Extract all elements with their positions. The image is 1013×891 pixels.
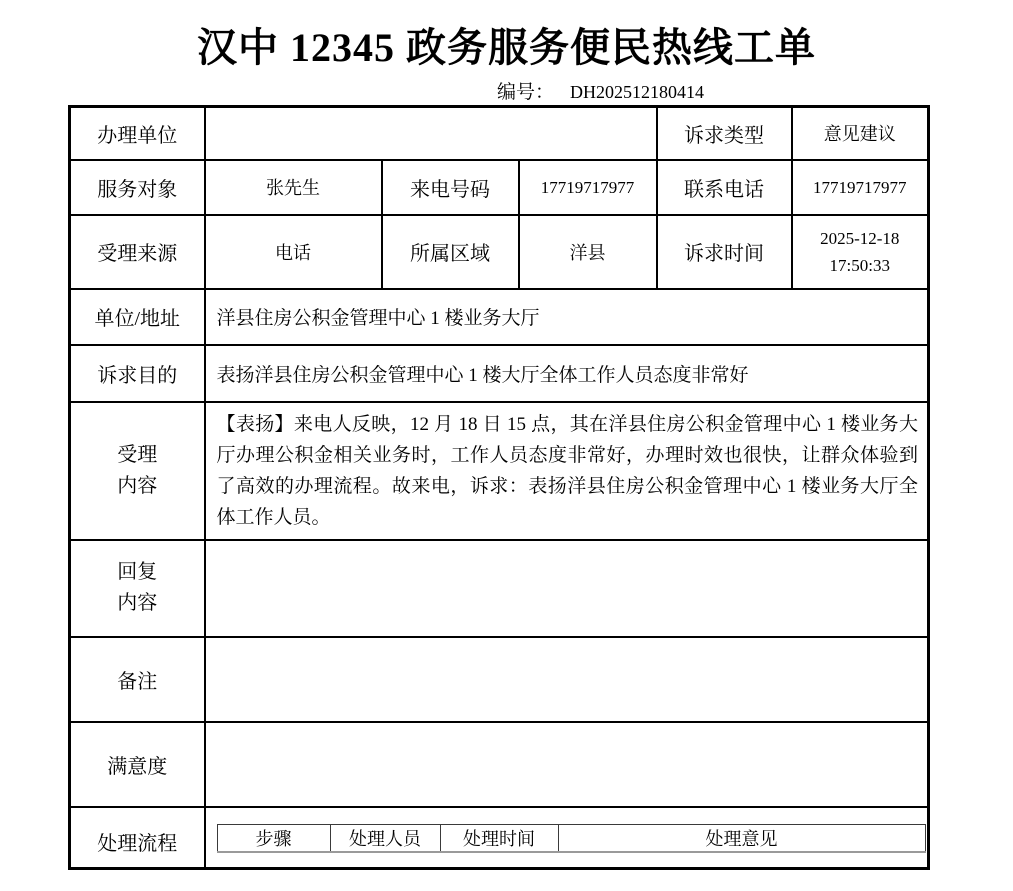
service-target-value: 张先生 bbox=[205, 160, 382, 215]
row-unit-address bbox=[70, 289, 929, 345]
appeal-purpose-label: 诉求目的 bbox=[70, 345, 205, 402]
row-remarks bbox=[70, 637, 929, 722]
remarks-label: 备注 bbox=[70, 637, 205, 722]
row-satisfaction bbox=[70, 722, 929, 807]
doc-number-value: DH202512180414 bbox=[570, 82, 705, 102]
reply-content-label bbox=[70, 540, 205, 637]
doc-number-label: 编号： bbox=[497, 82, 555, 103]
satisfaction-label: 满意度 bbox=[70, 722, 205, 807]
contact-phone-value: 17719717977 bbox=[792, 160, 929, 215]
process-header-time: 处理时间 bbox=[440, 824, 558, 852]
row-process bbox=[70, 807, 929, 869]
row-handling-unit bbox=[70, 107, 929, 160]
satisfaction-value bbox=[205, 722, 929, 807]
region-value: 洋县 bbox=[519, 215, 657, 289]
service-target-label: 服务对象 bbox=[70, 160, 205, 215]
handling-unit-value bbox=[205, 107, 657, 160]
remarks-value bbox=[205, 637, 929, 722]
appeal-type-value: 意见建议 bbox=[792, 107, 929, 160]
accept-content-label-text: 受理内容 bbox=[117, 443, 158, 497]
row-accept-source bbox=[70, 215, 929, 289]
page-title: 汉中 12345 政务服务便民热线工单 bbox=[197, 25, 816, 70]
appeal-time-label: 诉求时间 bbox=[657, 215, 792, 289]
accept-content-label bbox=[70, 402, 205, 540]
process-header-step: 步骤 bbox=[217, 824, 330, 852]
row-accept-content bbox=[70, 402, 929, 540]
unit-address-label: 单位/地址 bbox=[70, 289, 205, 345]
row-appeal-purpose bbox=[70, 345, 929, 402]
appeal-purpose-value: 表扬洋县住房公积金管理中心 1 楼大厅全体工作人员态度非常好 bbox=[205, 345, 929, 402]
handling-unit-label: 办理单位 bbox=[70, 107, 205, 160]
appeal-time-value: 2025-12-18 17:50:33 bbox=[792, 215, 929, 289]
caller-number-label: 来电号码 bbox=[382, 160, 519, 215]
process-cell bbox=[205, 807, 929, 869]
contact-phone-label: 联系电话 bbox=[657, 160, 792, 215]
process-header-row bbox=[217, 824, 925, 852]
accept-source-label: 受理来源 bbox=[70, 215, 205, 289]
accept-source-value: 电话 bbox=[205, 215, 382, 289]
caller-number-value: 17719717977 bbox=[519, 160, 657, 215]
work-order-table bbox=[68, 105, 930, 870]
reply-content-label-text: 回复内容 bbox=[117, 561, 158, 614]
unit-address-value: 洋县住房公积金管理中心 1 楼业务大厅 bbox=[205, 289, 929, 345]
process-table bbox=[217, 824, 926, 854]
process-header-opinion: 处理意见 bbox=[558, 824, 925, 852]
row-service-target bbox=[70, 160, 929, 215]
reply-content-value bbox=[205, 540, 929, 637]
region-label: 所属区域 bbox=[382, 215, 519, 289]
process-header-person: 处理人员 bbox=[330, 824, 440, 852]
accept-content-value: 【表扬】来电人反映，12 月 18 日 15 点，其在洋县住房公积金管理中心 1 楼业务大厅办理公积金相关业务时，工作人员态度非常好，办理时效也很快，让群众体验到了高效的办理流程。故来电，诉求：表扬洋县住房公积金管理中心 1 楼业务大厅全体工作人员。 bbox=[205, 402, 929, 540]
appeal-type-label: 诉求类型 bbox=[657, 107, 792, 160]
process-label: 处理流程 bbox=[70, 807, 205, 869]
row-reply-content bbox=[70, 540, 929, 637]
doc-number bbox=[497, 77, 1013, 103]
